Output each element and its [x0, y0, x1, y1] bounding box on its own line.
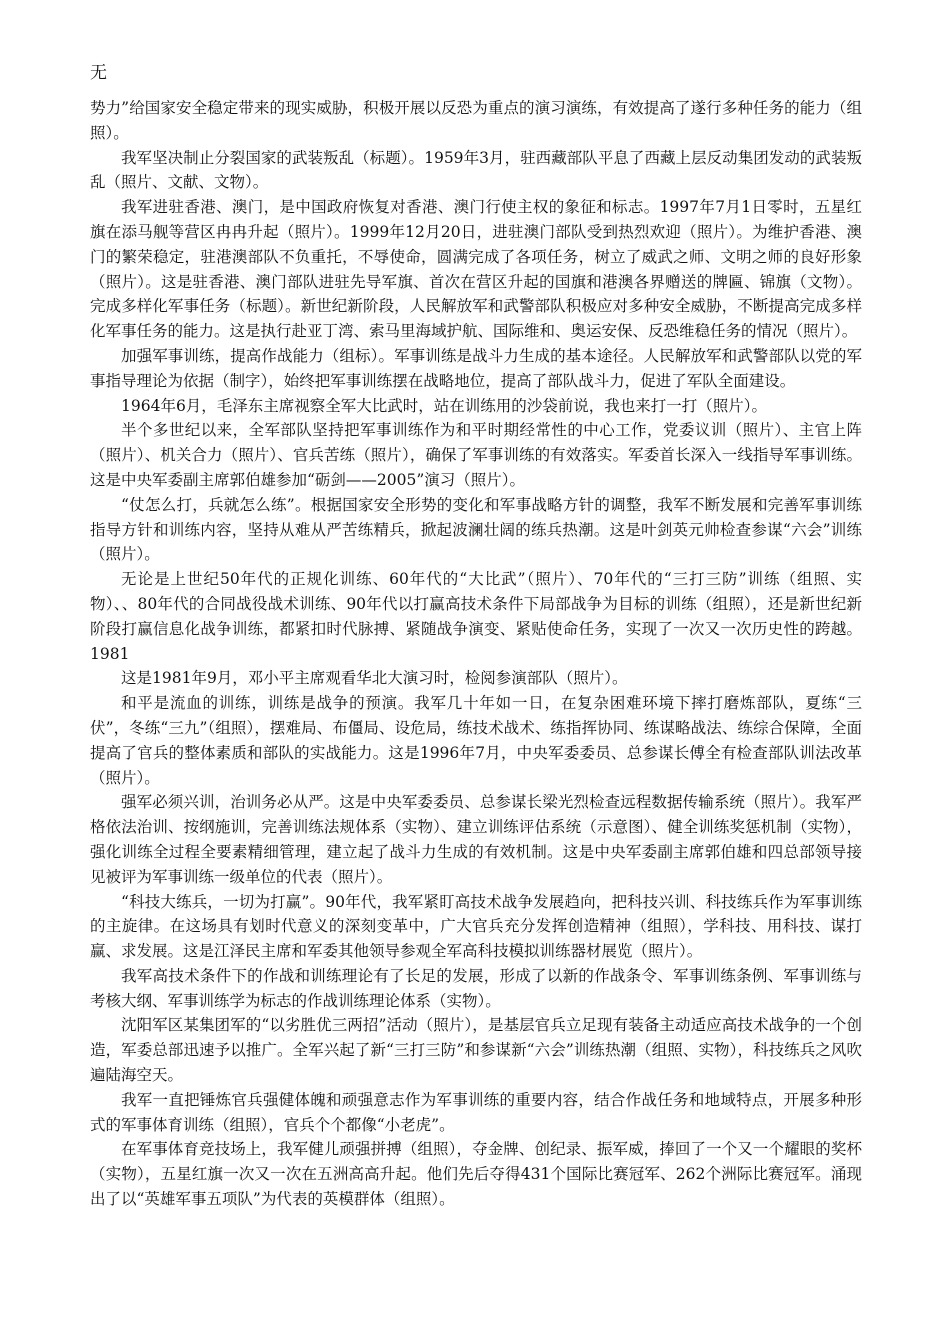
document-page [90, 62, 862, 1212]
paragraph-3: 我军进驻香港、澳门，是中国政府恢复对香港、澳门行使主权的象征和标志。1997年7月1日零时，五星红旗在添马舰等营区冉冉升起（照片）。1999年12月20日，进驻澳门部队受到热烈欢迎（照片）。为维护香港、澳门的繁荣稳定，驻港澳部队不负重托，不辱使命，圆满完成了各项任务，树立了威武之师、文明之师的良好形象（照片）。这是驻香港、澳门部队进驻先导军旗、首次在营区升起的国旗和港澳各界赠送的牌匾、锦旗（文物）。完成多样化军事任务（标题）。新世纪新阶段，人民解放军和武警部队积极应对多种安全威胁，不断提高完成多样化军事任务的能力。这是执行赴亚丁湾、索马里海域护航、国际维和、奥运安保、反恐维稳任务的情况（照片）。 [90, 198, 862, 341]
paragraph-11: 强军必须兴训，治训务必从严。这是中央军委委员、总参谋长梁光烈检查远程数据传输系统（照片）。我军严格依法治训、按纲施训，完善训练法规体系（实物）、建立训练评估系统（示意图）、健全训练奖惩机制（实物），强化训练全过程全要素精细管理，建立起了战斗力生成的有效机制。这是中央军委副主席郭伯雄和四总部领导接见被评为军事训练一级单位的代表（照片）。 [90, 793, 862, 886]
paragraph-7: “仗怎么打，兵就怎么练”。根据国家安全形势的变化和军事战略方针的调整，我军不断发展和完善军事训练指导方针和训练内容，坚持从难从严苦练精兵，掀起波澜壮阔的练兵热潮。这是叶剑英元帅检查参谋“六会”训练（照片）。 [90, 495, 862, 564]
paragraph-12: “科技大练兵，一切为打赢”。90年代，我军紧盯高技术战争发展趋向，把科技兴训、科技练兵作为军事训练的主旋律。在这场具有划时代意义的深刻变革中，广大官兵充分发挥创造精神（组照），学科技、用科技、谋打赢、求发展。这是江泽民主席和军委其他领导参观全军高科技模拟训练器材展览（照片）。 [90, 892, 862, 961]
paragraph-10: 和平是流血的训练，训练是战争的预演。我军几十年如一日，在复杂困难环境下摔打磨炼部队，夏练“三伏”，冬练“三九”（组照），摆难局、布僵局、设危局，练技术战术、练指挥协同、练谋略战法、练综合保障，全面提高了官兵的整体素质和部队的实战能力。这是1996年7月，中央军委委员、总参谋长傅全有检查部队训法改革（照片）。 [90, 694, 862, 787]
paragraph-14: 沈阳军区某集团军的“以劣胜优三两招”活动（照片），是基层官兵立足现有装备主动适应高技术战争的一个创造，军委总部迅速予以推广。全军兴起了新“三打三防”和参谋新“六会”训练热潮（组照、实物），科技练兵之风吹遍陆海空天。 [90, 1016, 862, 1085]
page-header: 无 [90, 63, 107, 83]
paragraph-16: 在军事体育竞技场上，我军健儿顽强拼搏（组照），夺金牌、创纪录、振军威，捧回了一个又一个耀眼的奖杯（实物），五星红旗一次又一次在五洲高高升起。他们先后夺得431个国际比赛冠军、262个洲际比赛冠军。涌现出了以“英雄军事五项队”为代表的英模群体（组照）。 [90, 1140, 862, 1209]
paragraph-6: 半个多世纪以来，全军部队坚持把军事训练作为和平时期经常性的中心工作，党委议训（照片）、主官上阵（照片）、机关合力（照片）、官兵苦练（照片），确保了军事训练的有效落实。军委首长深入一线指导军事训练。这是中央军委副主席郭伯雄参加“砺剑——2005”演习（照片）。 [90, 421, 862, 489]
paragraph-4: 加强军事训练，提高作战能力（组标）。军事训练是战斗力生成的基本途径。人民解放军和武警部队以党的军事指导理论为依据（制字），始终把军事训练摆在战略地位，提高了部队战斗力，促进了军队全面建设。 [90, 346, 862, 390]
paragraph-15: 我军一直把锤炼官兵强健体魄和顽强意志作为军事训练的重要内容，结合作战任务和地域特点，开展多种形式的军事体育训练（组照），官兵个个都像“小老虎”。 [90, 1090, 862, 1134]
paragraph-13: 我军高技术条件下的作战和训练理论有了长足的发展，形成了以新的作战条令、军事训练条例、军事训练与考核大纲、军事训练学为标志的作战训练理论体系（实物）。 [90, 966, 862, 1010]
paragraph-9: 这是1981年9月，邓小平主席观看华北大演习时，检阅参演部队（照片）。 [121, 669, 628, 688]
paragraph-8: 无论是上世纪50年代的正规化训练、60年代的“大比武”（照片）、70年代的“三打三防”训练（组照、实物）、、80年代的合同战役战术训练、90年代以打赢高技术条件下局部战争为目标的训练（组照），还是新世纪新阶段打赢信息化战争训练，都紧扣时代脉搏、紧随战争演变、紧贴使命任务，实现了一次又一次历史性的跨越。1981 [90, 570, 862, 663]
paragraph-1: 势力”给国家安全稳定带来的现实威胁，积极开展以反恐为重点的演习演练，有效提高了遂行多种任务的能力（组照）。 [90, 99, 862, 142]
paragraph-5: 1964年6月，毛泽东主席视察全军大比武时，站在训练用的沙袋前说，我也来打一打（照片）。 [121, 396, 768, 415]
paragraph-2: 我军坚决制止分裂国家的武装叛乱（标题）。1959年3月，驻西藏部队平息了西藏上层反动集团发动的武装叛乱（照片、文献、文物）。 [90, 148, 862, 192]
